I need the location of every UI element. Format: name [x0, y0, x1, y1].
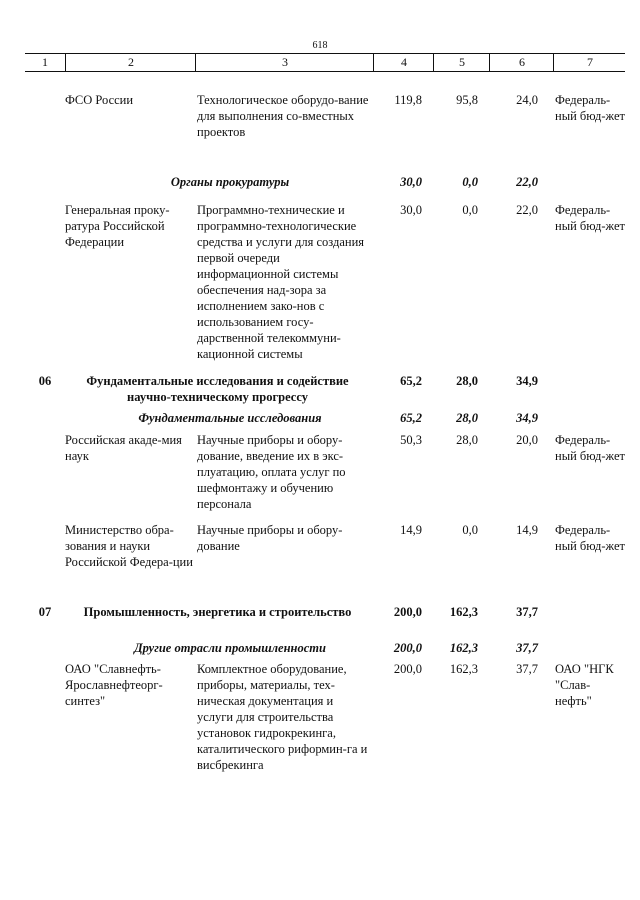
row-fso-v6: 24,0 [516, 93, 538, 107]
header-col-7: 7 [553, 54, 626, 71]
row-slavneft-source: ОАО "НГК "Слав-нефть" [555, 662, 614, 708]
row-ras-v4: 50,3 [400, 433, 422, 447]
row-prosecutor-v4: 30,0 [400, 203, 422, 217]
group-fundamental-title: Фундаментальные исследования [138, 411, 322, 425]
page-number: 618 [312, 40, 328, 51]
group-industry-v5: 162,3 [449, 641, 478, 655]
section-07-v5: 162,3 [449, 605, 478, 619]
row-prosecutor-source: Федераль-ный бюд-жет [555, 203, 625, 233]
section-06-code: 06 [38, 374, 52, 388]
row-slavneft-v4: 200,0 [393, 662, 422, 676]
row-fso-v5: 95,8 [456, 93, 478, 107]
header-col-2: 2 [65, 54, 196, 71]
section-07-title: Промышленность, энергетика и строительство [83, 605, 352, 619]
row-minobr-item: Научные приборы и обору-дование [197, 523, 343, 553]
row-ras-source: Федераль-ный бюд-жет [555, 433, 625, 463]
row-ras-v5: 28,0 [456, 433, 478, 447]
row-slavneft-org: ОАО "Славнефть-Ярославнефтеорг-синтез" [65, 662, 163, 708]
row-ras-v6: 20,0 [516, 433, 538, 447]
group-prosecutor-v4: 30,0 [400, 175, 422, 189]
group-fundamental-v6: 34,9 [516, 411, 538, 425]
section-06-title: Фундаментальные исследования и содействие научно-техническому прогрессу [86, 374, 349, 404]
row-fso-org: ФСО России [65, 93, 134, 107]
row-slavneft-item: Комплектное оборудование, приборы, материалы, тех-ническая документация и услуги для строительства установок гидрокрекинга, каталитического риформин-га и висбрекинга [197, 662, 368, 772]
row-ras-item: Научные приборы и обору-дование, введение их в экс-плуатацию, оплата услуг по шефмонтажу и обучению персонала [197, 433, 346, 511]
row-prosecutor-v6: 22,0 [516, 203, 538, 217]
header-col-5: 5 [433, 54, 490, 71]
header-col-4: 4 [373, 54, 434, 71]
header-col-6: 6 [489, 54, 554, 71]
row-fso-item: Технологическое оборудо-вание для выполнения со-вместных проектов [197, 93, 369, 139]
row-fso-source: Федераль-ный бюд-жет [555, 93, 625, 123]
row-fso-v4: 119,8 [394, 93, 422, 107]
row-ras-org: Российская акаде-мия наук [65, 433, 182, 463]
group-industry-title: Другие отрасли промышленности [134, 641, 326, 655]
row-minobr-v6: 14,9 [516, 523, 538, 537]
section-07-v4: 200,0 [393, 605, 422, 619]
group-prosecutor-v5: 0,0 [462, 175, 478, 189]
row-prosecutor-item: Программно-технические и программно-технологические средства и услуги для создания первой очереди информационной системы обеспечения над-зора за исполнением зако-нов с использованием госу-дарственной телекоммуни-кационной системы [197, 203, 365, 361]
group-prosecutor-title: Органы прокуратуры [170, 175, 290, 189]
row-minobr-v4: 14,9 [400, 523, 422, 537]
section-06-v4: 65,2 [400, 374, 422, 388]
row-prosecutor-v5: 0,0 [462, 203, 478, 217]
table-header [25, 53, 625, 72]
row-slavneft-v6: 37,7 [516, 662, 538, 676]
section-06-v5: 28,0 [456, 374, 478, 388]
row-minobr-v5: 0,0 [462, 523, 478, 537]
section-07-code: 07 [38, 605, 52, 619]
group-fundamental-v4: 65,2 [400, 411, 422, 425]
row-prosecutor-org: Генеральная проку-ратура Российской Федерации [65, 203, 170, 249]
row-minobr-org: Министерство обра-зования и науки Российской Федера-ции [65, 523, 193, 569]
header-col-1: 1 [42, 55, 48, 69]
group-industry-v6: 37,7 [516, 641, 538, 655]
group-fundamental-v5: 28,0 [456, 411, 478, 425]
section-07-v6: 37,7 [516, 605, 538, 619]
group-prosecutor-v6: 22,0 [516, 175, 538, 189]
row-slavneft-v5: 162,3 [449, 662, 478, 676]
row-minobr-source: Федераль-ный бюд-жет [555, 523, 625, 553]
section-06-v6: 34,9 [516, 374, 538, 388]
header-col-3: 3 [195, 54, 374, 71]
group-industry-v4: 200,0 [393, 641, 422, 655]
